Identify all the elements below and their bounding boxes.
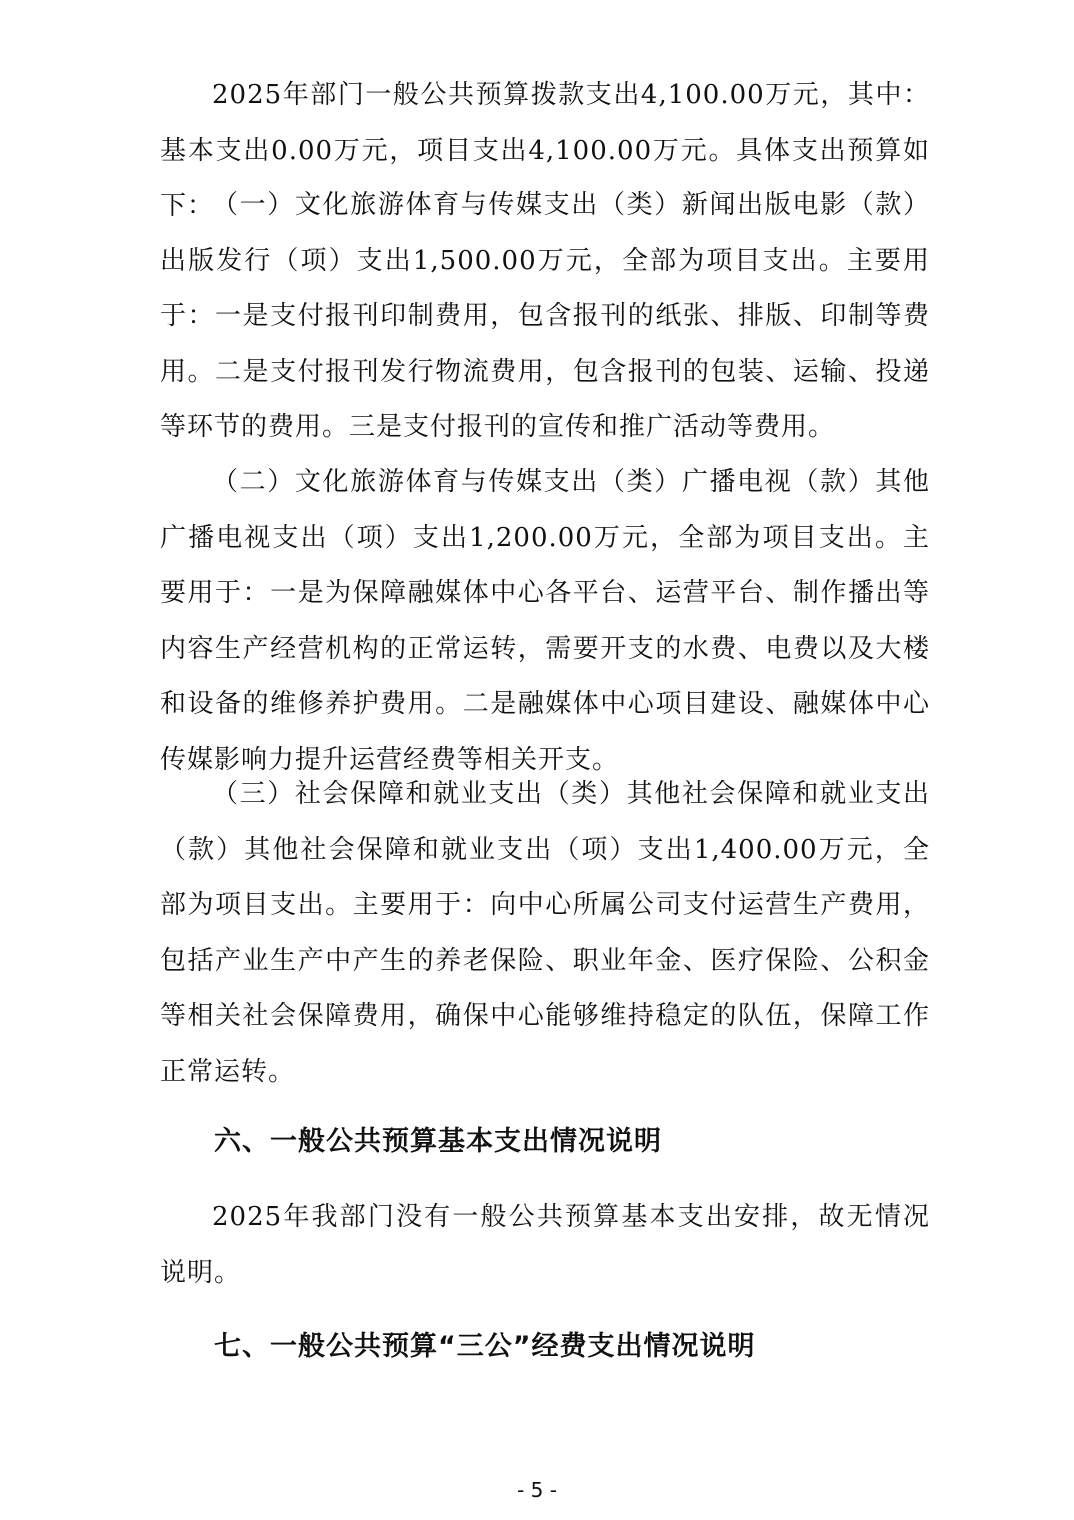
section-heading-7: 七、一般公共预算“三公”经费支出情况说明	[214, 1331, 756, 1362]
page-number: - 5 -	[517, 1478, 557, 1502]
paragraph-basic-expenditure: 2025年我部门没有一般公共预算基本支出安排，故无情况说明。	[160, 1202, 930, 1288]
paragraph-item-1: （一）文化旅游体育与传媒支出（类）新闻出版电影（款）出版发行（项）支出1,500.00万元，全部为项目支出。主要用于：一是支付报刊印制费用，包含报刊的纸张、排版、印制等费用。二是支付报刊发行物流费用，包含报刊的包装、运输、投递等环节的费用。三是支付报刊的宣传和推广活动等费用。	[160, 190, 930, 442]
paragraph-item-3: （三）社会保障和就业支出（类）其他社会保障和就业支出（款）其他社会保障和就业支出（项）支出1,400.00万元，全部为项目支出。主要用于：向中心所属公司支付运营生产费用，包括产业生产中产生的养老保险、职业年金、医疗保险、公积金等相关社会保障费用，确保中心能够维持稳定的队伍，保障工作正常运转。	[160, 779, 930, 1087]
paragraph-item-2: （二）文化旅游体育与传媒支出（类）广播电视（款）其他广播电视支出（项）支出1,200.00万元，全部为项目支出。主要用于：一是为保障融媒体中心各平台、运营平台、制作播出等内容生产经营机构的正常运转，需要开支的水费、电费以及大楼和设备的维修养护费用。二是融媒体中心项目建设、融媒体中心传媒影响力提升运营经费等相关开支。	[160, 467, 930, 775]
section-heading-6: 六、一般公共预算基本支出情况说明	[214, 1126, 662, 1157]
paragraph-budget-summary: 2025年部门一般公共预算拨款支出4,100.00万元，其中：基本支出0.00万元，项目支出4,100.00万元。具体支出预算如下：	[160, 80, 930, 221]
